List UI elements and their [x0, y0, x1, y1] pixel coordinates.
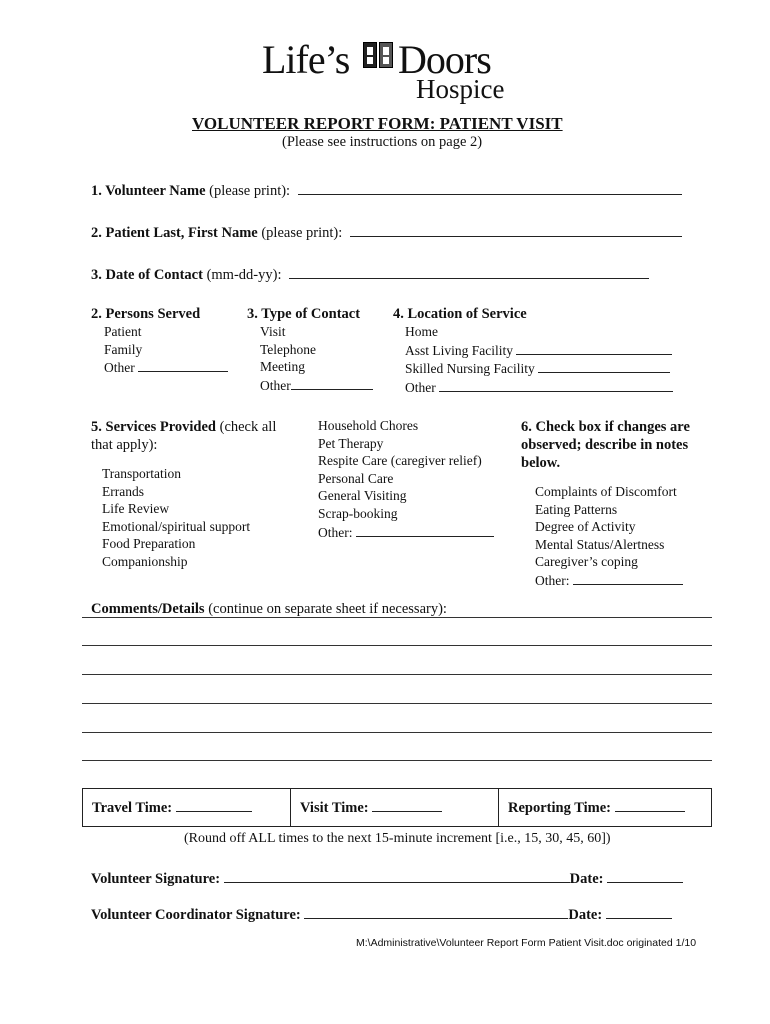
other-change-field[interactable]	[573, 571, 683, 585]
coordinator-date-label: Date:	[568, 907, 603, 923]
volunteer-name-field[interactable]	[298, 181, 682, 195]
option-food-preparation[interactable]: Food Preparation	[102, 536, 196, 552]
logo-brand-right: Doors	[398, 37, 491, 82]
option-eating-patterns[interactable]: Eating Patterns	[535, 501, 618, 517]
logo-brand-left: Life’s	[262, 37, 350, 82]
location-of-service-list	[405, 323, 673, 396]
form-title: VOLUNTEER REPORT FORM: PATIENT VISIT	[192, 114, 563, 133]
visit-time-field[interactable]	[372, 798, 442, 812]
option-family[interactable]: Family	[104, 341, 143, 357]
coordinator-date-field[interactable]	[606, 905, 672, 919]
option-caregiver-coping[interactable]: Caregiver’s coping	[535, 554, 638, 570]
form-subtitle: (Please see instructions on page 2)	[282, 134, 483, 150]
comments-line[interactable]	[82, 732, 712, 733]
option-telephone[interactable]: Telephone	[260, 341, 317, 357]
option-degree-activity[interactable]: Degree of Activity	[535, 519, 636, 535]
option-scrap-booking[interactable]: Scrap-booking	[318, 505, 398, 521]
option-other-service[interactable]: Other:	[318, 523, 494, 542]
comments-line[interactable]	[82, 645, 712, 646]
comments-line[interactable]	[82, 703, 712, 704]
comments-line[interactable]	[82, 617, 712, 618]
services-list-col1	[102, 465, 250, 571]
patient-name-field[interactable]	[350, 223, 682, 237]
option-complaints-discomfort[interactable]: Complaints of Discomfort	[535, 484, 677, 499]
option-emotional-support[interactable]: Emotional/spiritual support	[102, 518, 251, 534]
volunteer-name-label: 1. Volunteer Name	[91, 183, 206, 199]
patient-name-row	[91, 223, 682, 242]
comments-line[interactable]	[82, 760, 712, 761]
option-home[interactable]: Home	[405, 324, 438, 339]
volunteer-name-label-rest: (please print):	[205, 183, 291, 199]
persons-served-list	[104, 323, 228, 377]
option-skilled-nursing[interactable]: Skilled Nursing Facility	[405, 359, 673, 378]
type-of-contact-list	[260, 323, 373, 394]
door-open-icon	[379, 42, 393, 68]
option-mental-status[interactable]: Mental Status/Alertness	[535, 536, 665, 552]
services-provided-heading: 5. Services Provided (check all that apply):	[91, 419, 277, 453]
document-footer: M:\Administrative\Volunteer Report Form Patient Visit.doc originated 1/10	[356, 937, 697, 949]
other-location-field[interactable]	[439, 378, 673, 392]
reporting-time-field[interactable]	[615, 798, 685, 812]
other-contact-field[interactable]	[291, 376, 373, 390]
logo-subtitle: Hospice	[416, 74, 505, 104]
travel-time-cell[interactable]: Travel Time:	[83, 789, 291, 827]
date-of-contact-label-rest: (mm-dd-yy):	[202, 267, 282, 283]
reporting-time-cell[interactable]: Reporting Time:	[499, 789, 712, 827]
date-of-contact-field[interactable]	[289, 265, 649, 279]
option-respite-care[interactable]: Respite Care (caregiver relief)	[318, 453, 482, 469]
other-service-field[interactable]	[356, 523, 494, 537]
option-life-review[interactable]: Life Review	[102, 501, 170, 517]
door-icon	[363, 42, 377, 68]
option-other-location[interactable]: Other	[405, 378, 673, 397]
option-visit[interactable]: Visit	[260, 324, 286, 339]
option-household-chores[interactable]: Household Chores	[318, 418, 419, 433]
option-general-visiting[interactable]: General Visiting	[318, 488, 407, 504]
asst-living-field[interactable]	[516, 341, 672, 355]
patient-name-label-rest: (please print):	[257, 225, 343, 241]
volunteer-date-label: Date:	[569, 871, 604, 887]
comments-line[interactable]	[82, 674, 712, 675]
coordinator-signature-field[interactable]	[304, 905, 568, 919]
date-of-contact-label: 3. Date of Contact	[91, 267, 203, 283]
other-person-field[interactable]	[138, 358, 228, 372]
persons-served-heading: 2. Persons Served	[91, 306, 201, 322]
coordinator-signature-row: Volunteer Coordinator Signature: Date:	[91, 905, 672, 924]
patient-name-label: 2. Patient Last, First Name	[91, 225, 258, 241]
travel-time-field[interactable]	[176, 798, 252, 812]
option-personal-care[interactable]: Personal Care	[318, 470, 394, 486]
option-errands[interactable]: Errands	[102, 483, 144, 499]
option-transportation[interactable]: Transportation	[102, 466, 182, 481]
option-meeting[interactable]: Meeting	[260, 359, 305, 375]
services-list-col2	[318, 417, 494, 541]
changes-observed-list	[535, 483, 683, 590]
option-asst-living[interactable]: Asst Living Facility	[405, 341, 673, 360]
comments-label: Comments/Details (continue on separate sheet if necessary):	[91, 601, 447, 617]
option-other-person[interactable]: Other	[104, 358, 228, 377]
volunteer-date-field[interactable]	[607, 869, 683, 883]
option-other-change[interactable]: Other:	[535, 571, 683, 590]
lifes-doors-hospice-logo	[262, 36, 522, 106]
volunteer-name-row	[91, 181, 682, 200]
visit-time-cell[interactable]: Visit Time:	[291, 789, 499, 827]
date-of-contact-row	[91, 265, 649, 284]
type-of-contact-heading: 3. Type of Contact	[247, 306, 361, 322]
skilled-nursing-field[interactable]	[538, 359, 670, 373]
option-pet-therapy[interactable]: Pet Therapy	[318, 435, 384, 451]
times-rounding-note: (Round off ALL times to the next 15-minute increment [i.e., 15, 30, 45, 60])	[184, 831, 611, 846]
changes-observed-heading: 6. Check box if changes are observed; describe in notes below.	[521, 419, 690, 471]
option-companionship[interactable]: Companionship	[102, 553, 188, 569]
option-patient[interactable]: Patient	[104, 324, 142, 339]
volunteer-signature-field[interactable]	[224, 869, 570, 883]
option-other-contact[interactable]: Other	[260, 376, 373, 395]
times-table	[82, 788, 712, 827]
location-of-service-heading: 4. Location of Service	[393, 306, 527, 322]
volunteer-signature-row: Volunteer Signature: Date:	[91, 869, 683, 888]
